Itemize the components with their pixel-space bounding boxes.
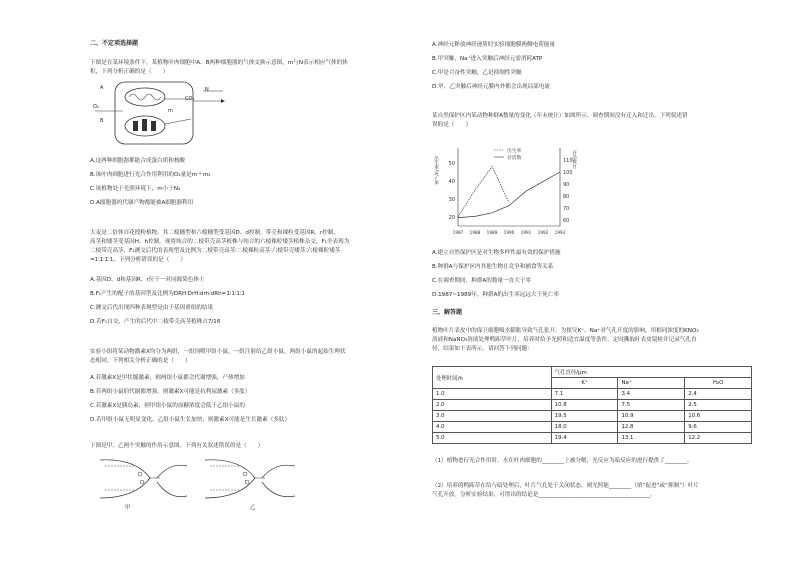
y-left-tick-label: 50	[448, 161, 455, 167]
table-cell: 19.5	[551, 411, 618, 422]
q4-option-d: D.甲、乙突触后神经元膜内外都会出现局部电流	[432, 84, 550, 90]
y-right-tick-label: 90	[563, 182, 570, 188]
q6-sub2-line1: （2）培养的鸭跖草在给与暗处理后，叶片气孔处于关闭状态，则光照能________（填“促进”或“抑制”）叶片	[432, 483, 699, 489]
table-cell: 10.8	[551, 400, 618, 411]
table-cell: 4.0	[433, 422, 552, 433]
table-cell: 19.4	[551, 433, 618, 444]
q6-data-table	[432, 366, 752, 444]
x-tick-label: 1992	[537, 230, 549, 235]
table-header-cell: H₂O	[685, 378, 752, 389]
table-cell: 7.5	[618, 400, 685, 411]
table-cell: 18.0	[551, 422, 618, 433]
series-line-survival	[458, 172, 560, 218]
y-right-tick-label: 80	[563, 194, 570, 200]
q4-label-left: 甲	[125, 505, 131, 511]
table-header-cell: Na⁺	[618, 378, 685, 389]
q2-option-b: B.F₁产生的配子的基因型及比例为DRH∶DrH∶drh∶dRh=1∶1∶1∶1	[90, 291, 245, 297]
q3-option-a: A.若激素X是甲状腺激素，则两组小鼠都会代谢增强，产热增加	[90, 375, 245, 381]
q5-option-c: C.在调查期间，种群A的数量一直大于零	[432, 278, 532, 284]
y-right-tick-label: 70	[563, 206, 570, 212]
series-line-birth-rate	[458, 167, 509, 217]
x-tick-label: 1989	[486, 230, 498, 235]
table-cell: 12.8	[618, 422, 685, 433]
x-tick-label: 1990	[503, 230, 515, 235]
q4-label-right: 乙	[250, 505, 256, 511]
table-cell: 1.0	[433, 389, 552, 400]
q5-population-chart	[432, 140, 592, 245]
q6-stem-line3: 径，结果如下表所示。请回答下列问题：	[432, 346, 533, 352]
q3-option-d: D.若甲组小鼠无明显变化，乙组小鼠生长加快，则激素X可能是生长激素（多肽）	[90, 417, 291, 423]
q1-label-m: m	[168, 108, 173, 114]
q1-stem-line2: 积，下列分析正确的是（ ）	[90, 69, 169, 75]
y-right-tick-label: 100	[563, 170, 573, 176]
q1-label-o2: O₂	[93, 104, 99, 110]
table-header-cell: 处理时间/h	[433, 367, 552, 389]
q5-option-a: A.建立自然保护区是对生物多样性最有效的保护措施	[432, 250, 561, 256]
table-cell: 10.9	[618, 411, 685, 422]
q2-stem-line3: 二棱带壳高茎，F₁测交后代的表现型及比例为二棱带壳高茎∶二棱裸粒高茎∶六棱带壳矮茎∶六棱裸粒矮茎	[90, 248, 341, 254]
x-tick-label: 1993	[554, 230, 566, 235]
q3-stem-line1: 实验小组将某动物激素X均分为两组，一组饲喂甲组小鼠，一组注射给乙组小鼠，两组小鼠的起始生理状	[90, 349, 346, 355]
table-row	[433, 422, 752, 433]
y-right-axis-label: 存活数目	[571, 150, 577, 169]
right-column	[420, 0, 794, 562]
q4-option-a: A.神经元释放神经递质时实验细胞膜两侧电荷能量	[432, 42, 555, 48]
table-header-row	[433, 367, 752, 378]
table-row	[433, 433, 752, 444]
q1-option-d: D.A细胞器的代谢产物都能被A细胞器利用	[90, 200, 194, 206]
table-cell: 3.4	[618, 389, 685, 400]
legend-label: 存活数	[507, 156, 522, 161]
q4-synapse-diagram	[95, 456, 305, 512]
q1-stem-line1: 下图是在某环境条件下，某植物叶肉细胞中A、B两种细胞器的气体交换示意图，m与N表示相应气体的体	[90, 60, 348, 66]
q4-option-b: B.甲突触，Na⁺进入突触后神经元需消耗ATP	[432, 56, 543, 62]
table-cell: 2.4	[685, 389, 752, 400]
q6-sub1: （1）植物进行光合作用时，水在叶肉细胞的________上被分解，光反应为暗反应的进行提供了________。	[432, 458, 693, 464]
q2-stem-line2: 高茎和矮茎受基因H、h控制。现将纯合的二棱带壳高茎植株与纯合的六棱裸粒矮茎植株杂交，F₁全表现为	[90, 239, 350, 245]
table-cell: 10.6	[685, 411, 752, 422]
q1-option-c: C.该植物处于光照环境下，m小于N₂	[90, 186, 181, 192]
y-left-tick-label: 20	[448, 215, 455, 221]
q5-stem-line2: 误的是（ ）	[432, 122, 472, 128]
q2-option-c: C.测交后代出现四种表现型是由于基因重组的结果	[90, 305, 214, 311]
section-title-2: 二、不定项选择题	[90, 40, 139, 47]
y-right-tick-label: 60	[563, 218, 570, 224]
q2-option-a: A.基因D、d和基因R、r位于一对同源染色体上	[90, 277, 205, 283]
q1-organelle-diagram	[93, 79, 233, 147]
table-row	[433, 411, 752, 422]
section-title-3: 三、解答题	[432, 309, 463, 316]
q4-stem: 下图是甲、乙两个突触的作用示意图。下列有关叙述错误的是（ ）	[90, 443, 264, 449]
table-cell: 2.5	[685, 400, 752, 411]
q3-option-b: B.若两组小鼠的代谢都增强，则激素X可能是抗利尿激素（多肽）	[90, 389, 251, 395]
table-header-cell: 气孔直径/μm	[551, 367, 751, 378]
table-row	[433, 400, 752, 411]
q3-option-c: C.若激素X是胰岛素，则甲组小鼠的血糖浓度会低于乙组小鼠的	[90, 403, 245, 409]
q2-stem-line4: =1∶1∶1∶1，下列分析错误的是（ ）	[90, 257, 187, 263]
table-header-cell: K⁺	[551, 378, 618, 389]
table-row	[433, 389, 752, 400]
table-cell: 2.0	[433, 400, 552, 411]
q2-stem-line1: 大麦是二倍体自花授粉植物，其二棱穗型和六棱穗型受基因D、d控制，带壳和裸粒受基因R、r控制，	[90, 230, 339, 236]
q1-option-b: B.该叶肉细胞进行光合作用利用的O₂量是m＋m₂	[90, 172, 211, 178]
q1-label-a: A	[100, 85, 104, 91]
y-left-axis-label: 出生率/死亡率	[433, 156, 439, 186]
q3-stem-line2: 态相同。下列相关分析正确的是（ ）	[90, 358, 191, 364]
q6-sub2-line2: 气孔开放。分析实验结果，可得出的结论是________________________________________。	[432, 492, 656, 498]
y-left-tick-label: 40	[448, 179, 455, 185]
q1-label-co2: CO₂	[185, 96, 195, 102]
q1-option-a: A.这两种细胞器都能合成蛋白质和核酸	[90, 158, 186, 164]
q5-option-b: B.种群A与保护区内其他生物在竞争和捕食等关系	[432, 264, 554, 270]
q1-label-n: N	[205, 87, 209, 93]
q5-option-d: D.1987~1989年，种群A的出生率远远大于死亡率	[432, 292, 559, 298]
x-tick-label: 1987	[452, 230, 464, 235]
table-cell: 5.0	[433, 433, 552, 444]
table-cell: 9.6	[685, 422, 752, 433]
y-right-tick-label: 110	[563, 158, 573, 164]
x-tick-label: 1991	[520, 230, 532, 235]
table-cell: 7.1	[551, 389, 618, 400]
table-cell: 3.0	[433, 411, 552, 422]
q5-stem-line1: 某自然保护区内某动物种群A数量的变化（年末统计）如图所示，调查期间没有迁入和迁出。下列叙述错	[432, 113, 688, 119]
legend-label: 出生率	[507, 149, 522, 154]
y-left-tick-label: 30	[448, 197, 455, 203]
q2-option-d: D.若F₁自交，产生的后代中二棱带壳高茎植株占7/16	[90, 319, 221, 325]
q1-label-b: B	[100, 118, 104, 124]
q6-stem-line2: 溶液和NaNO₃溶液处理鸭跖草叶片，培养时给予光照和适宜温度等条件，定时撕取叶表皮镜检并记录气孔直	[432, 337, 697, 343]
table-cell: 13.1	[618, 433, 685, 444]
x-tick-label: 1988	[469, 230, 481, 235]
q4-option-c: C.甲是兴奋性突触，乙是抑制性突触	[432, 70, 522, 76]
q6-stem-line1: 植物叶片表皮中的保卫细胞吸水膨胀导致气孔张开。为探究K⁺、Na⁺对气孔开度的影响，用相同浓度的KNO₃	[432, 328, 699, 334]
table-cell: 12.2	[685, 433, 752, 444]
